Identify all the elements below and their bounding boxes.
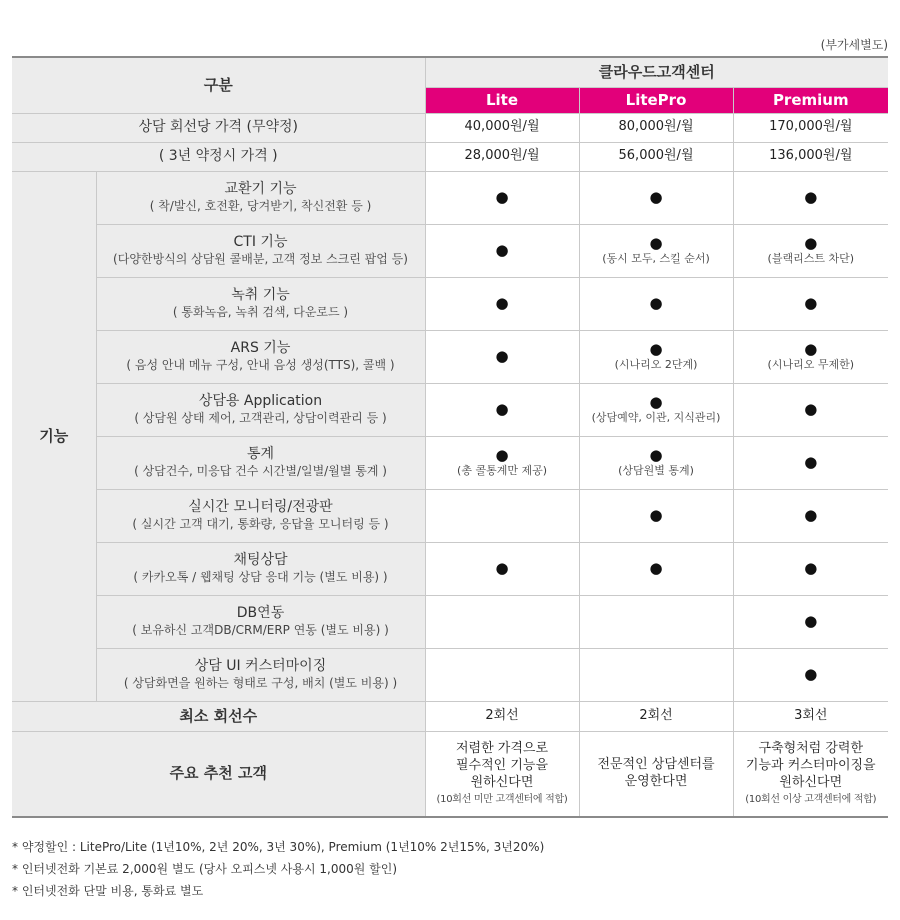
- bullet-icon: ●: [804, 612, 818, 631]
- recommended-lite: [425, 731, 579, 817]
- min-lines-premium: 3회선: [733, 701, 888, 731]
- feature-note: (총 콜통계만 제공): [457, 463, 547, 477]
- bullet-icon: ●: [495, 294, 509, 313]
- bullet-icon: ●: [649, 294, 663, 313]
- feature-cell-premium: [733, 595, 888, 648]
- price-litepro: 80,000원/월: [579, 113, 733, 142]
- feature-note: (블랙리스트 차단): [767, 251, 854, 265]
- footnote: * 인터넷전화 단말 비용, 통화료 별도: [12, 884, 204, 898]
- feature-description: ( 상담원 상태 제어, 고객관리, 상담이력관리 등 ): [134, 410, 387, 425]
- feature-cell-lite: [425, 330, 579, 383]
- feature-cell-lite: [425, 383, 579, 436]
- bullet-icon: ●: [649, 234, 663, 253]
- recommended-text: 원하신다면: [470, 774, 534, 790]
- feature-description: (다양한방식의 상담원 콜배분, 고객 정보 스크린 팝업 등): [113, 251, 408, 266]
- recommended-litepro: [579, 731, 733, 817]
- feature-name: 상담 UI 커스터마이징: [194, 658, 327, 675]
- feature-name: CTI 기능: [233, 234, 288, 251]
- feature-cell-litepro: [579, 330, 733, 383]
- feature-description: ( 착/발신, 호전환, 당겨받기, 착신전환 등 ): [149, 198, 372, 213]
- bullet-icon: ●: [495, 347, 509, 366]
- feature-cell-lite: [425, 277, 579, 330]
- feature-note: (상담예약, 이관, 지식관리): [591, 410, 721, 424]
- plan-header-premium: Premium: [733, 87, 888, 113]
- feature-label-cell: [96, 648, 425, 701]
- bullet-icon: ●: [804, 294, 818, 313]
- feature-label-cell: [96, 542, 425, 595]
- bullet-icon: ●: [804, 340, 818, 359]
- feature-cell-premium: [733, 224, 888, 277]
- feature-description: ( 실시간 고객 대기, 통화량, 응답율 모니터링 등 ): [132, 516, 389, 531]
- feature-name: 상담용 Application: [198, 393, 323, 410]
- price-premium: 170,000원/월: [733, 113, 888, 142]
- bullet-icon: ●: [495, 241, 509, 260]
- bullet-icon: ●: [649, 188, 663, 207]
- price-row-label: 상담 회선당 가격 (무약정): [12, 113, 425, 142]
- feature-cell-lite: [425, 542, 579, 595]
- bullet-icon: ●: [649, 340, 663, 359]
- feature-description: ( 음성 안내 메뉴 구성, 안내 음성 생성(TTS), 콜백 ): [126, 357, 395, 372]
- feature-cell-lite: [425, 648, 579, 701]
- bullet-icon: ●: [649, 393, 663, 412]
- category-header: 구분: [12, 57, 425, 113]
- price-lite: 28,000원/월: [425, 142, 579, 171]
- recommended-label: 주요 추천 고객: [12, 731, 425, 817]
- bullet-icon: ●: [495, 559, 509, 578]
- feature-cell-lite: [425, 436, 579, 489]
- feature-description: ( 상담건수, 미응답 건수 시간별/일별/월별 통계 ): [134, 463, 387, 478]
- feature-description: ( 상담화면을 원하는 형태로 구성, 배치 (별도 비용) ): [123, 675, 398, 690]
- footnote: * 약정할인 : LitePro/Lite (1년10%, 2년 20%, 3년 30%), Premium (1년10% 2년15%, 3년20%): [12, 840, 545, 854]
- feature-label-cell: [96, 330, 425, 383]
- recommended-text: 기능과 커스터마이징을: [745, 758, 876, 774]
- feature-name: 통계: [246, 446, 275, 463]
- recommended-text: 운영한다면: [624, 773, 688, 789]
- feature-note: (동시 모두, 스킬 순서): [602, 251, 710, 265]
- price-row-no-contract: [12, 113, 888, 142]
- feature-cell-litepro: [579, 648, 733, 701]
- feature-cell-premium: [733, 542, 888, 595]
- feature-name: 녹취 기능: [231, 287, 290, 304]
- feature-cell-premium: [733, 277, 888, 330]
- feature-description: ( 카카오톡 / 웹채팅 상담 응대 기능 (별도 비용) ): [133, 569, 388, 584]
- feature-name: 교환기 기능: [224, 181, 297, 198]
- bullet-icon: ●: [495, 446, 509, 465]
- recommended-text: 저렴한 가격으로: [455, 741, 549, 757]
- bullet-icon: ●: [804, 453, 818, 472]
- bullet-icon: ●: [804, 400, 818, 419]
- bullet-icon: ●: [804, 665, 818, 684]
- feature-row: [12, 648, 888, 701]
- min-lines-row: [12, 701, 888, 731]
- feature-cell-lite: [425, 595, 579, 648]
- price-lite: 40,000원/월: [425, 113, 579, 142]
- vat-note: (부가세별도): [820, 38, 888, 52]
- price-row-3yr-contract: [12, 142, 888, 171]
- recommended-note: (10회선 미만 고객센터에 적합): [436, 793, 568, 805]
- bullet-icon: ●: [649, 446, 663, 465]
- feature-cell-litepro: [579, 489, 733, 542]
- feature-note: (시나리오 무제한): [767, 357, 854, 371]
- bullet-icon: ●: [495, 188, 509, 207]
- feature-cell-lite: [425, 224, 579, 277]
- feature-description: ( 보유하신 고객DB/CRM/ERP 연동 (별도 비용) ): [132, 622, 389, 637]
- feature-cell-premium: [733, 436, 888, 489]
- feature-cell-litepro: [579, 383, 733, 436]
- cloud-center-header: 클라우드고객센터: [425, 57, 888, 87]
- price-litepro: 56,000원/월: [579, 142, 733, 171]
- recommended-text: 전문적인 상담센터를: [597, 756, 715, 772]
- feature-row: [12, 171, 888, 224]
- feature-label-cell: [96, 171, 425, 224]
- recommended-row: [12, 731, 888, 817]
- feature-row: [12, 383, 888, 436]
- recommended-note: (10회선 이상 고객센터에 적합): [745, 793, 877, 805]
- recommended-premium: [733, 731, 888, 817]
- feature-cell-litepro: [579, 595, 733, 648]
- feature-cell-litepro: [579, 277, 733, 330]
- feature-cell-premium: [733, 489, 888, 542]
- feature-row: [12, 542, 888, 595]
- feature-row: [12, 330, 888, 383]
- min-lines-lite: 2회선: [425, 701, 579, 731]
- recommended-text: 필수적인 기능을: [455, 758, 549, 774]
- feature-name: ARS 기능: [230, 340, 291, 357]
- feature-row: [12, 277, 888, 330]
- feature-cell-premium: [733, 648, 888, 701]
- feature-cell-litepro: [579, 224, 733, 277]
- feature-cell-lite: [425, 171, 579, 224]
- bullet-icon: ●: [649, 559, 663, 578]
- bullet-icon: ●: [804, 234, 818, 253]
- min-lines-litepro: 2회선: [579, 701, 733, 731]
- feature-label-cell: [96, 489, 425, 542]
- feature-cell-litepro: [579, 542, 733, 595]
- feature-group-label: 기능: [12, 171, 96, 701]
- feature-note: (시나리오 2단계): [614, 357, 698, 371]
- feature-label-cell: [96, 277, 425, 330]
- feature-label-cell: [96, 383, 425, 436]
- pricing-table: [12, 56, 888, 818]
- feature-name: 실시간 모니터링/전광판: [188, 499, 333, 516]
- feature-name: DB연동: [236, 605, 285, 622]
- price-premium: 136,000원/월: [733, 142, 888, 171]
- feature-cell-lite: [425, 489, 579, 542]
- bullet-icon: ●: [804, 506, 818, 525]
- feature-label-cell: [96, 436, 425, 489]
- feature-cell-litepro: [579, 171, 733, 224]
- plan-header-lite: Lite: [425, 87, 579, 113]
- feature-note: (상담원별 통계): [618, 463, 694, 477]
- bullet-icon: ●: [649, 506, 663, 525]
- bullet-icon: ●: [804, 559, 818, 578]
- recommended-text: 구축형처럼 강력한: [758, 741, 864, 757]
- bullet-icon: ●: [495, 400, 509, 419]
- feature-row: [12, 595, 888, 648]
- min-lines-label: 최소 회선수: [12, 701, 425, 731]
- feature-cell-premium: [733, 171, 888, 224]
- feature-name: 채팅상담: [233, 552, 288, 569]
- plan-header-litepro: LitePro: [579, 87, 733, 113]
- footnotes: [12, 836, 544, 902]
- feature-description: ( 통화녹음, 녹취 검색, 다운로드 ): [172, 304, 349, 319]
- feature-label-cell: [96, 224, 425, 277]
- feature-cell-premium: [733, 383, 888, 436]
- feature-row: [12, 224, 888, 277]
- feature-label-cell: [96, 595, 425, 648]
- price-row-label: ( 3년 약정시 가격 ): [12, 142, 425, 171]
- feature-row: [12, 489, 888, 542]
- recommended-text: 원하신다면: [779, 774, 843, 790]
- feature-cell-litepro: [579, 436, 733, 489]
- bullet-icon: ●: [804, 188, 818, 207]
- feature-row: [12, 436, 888, 489]
- footnote: * 인터넷전화 기본료 2,000원 별도 (당사 오피스넷 사용시 1,000원 할인): [12, 862, 398, 876]
- feature-cell-premium: [733, 330, 888, 383]
